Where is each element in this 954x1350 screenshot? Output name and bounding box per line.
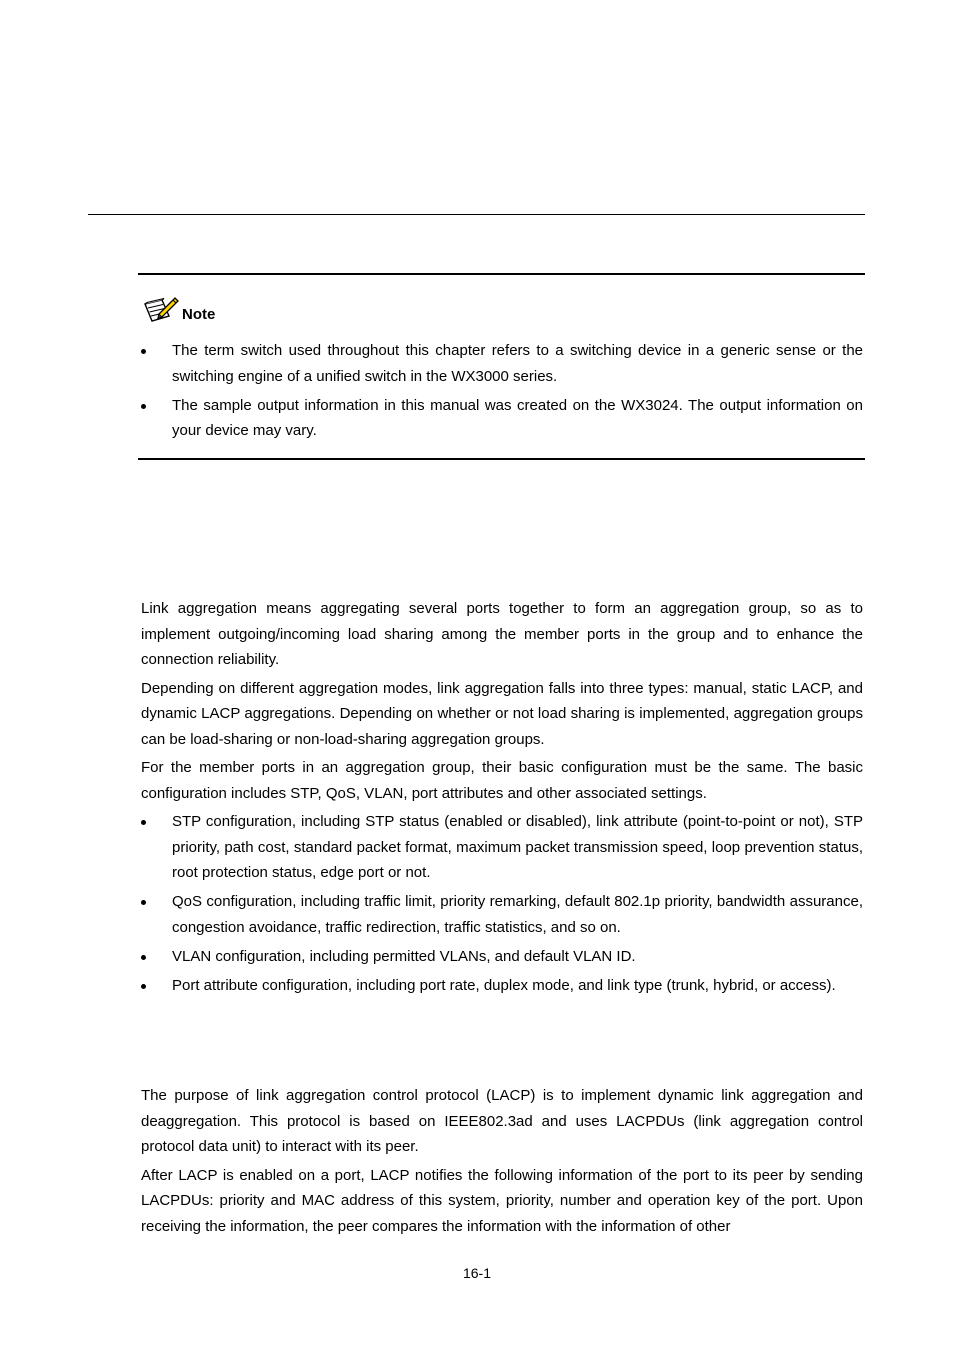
note-item: The sample output information in this manual was created on the WX3024. The output information on your device may vary. [138, 393, 863, 444]
lacp-section [141, 1083, 863, 1242]
note-list [138, 338, 863, 447]
note-label: Note [182, 306, 216, 323]
body-paragraph: For the member ports in an aggregation group, their basic configuration must be the same. The basic configuration includes STP, QoS, VLAN, port attributes and other associated settings. [141, 759, 863, 802]
list-item: VLAN configuration, including permitted VLANs, and default VLAN ID. [138, 944, 863, 970]
config-list [138, 809, 863, 998]
page-number: 16-1 [462, 1265, 492, 1281]
list-item: QoS configuration, including traffic limit, priority remarking, default 802.1p priority, bandwidth assurance, congestion avoidance, traffic redirection, traffic statistics, and so on. [138, 889, 863, 940]
list-item: Port attribute configuration, including port rate, duplex mode, and link type (trunk, hybrid, or access). [138, 973, 863, 999]
body-paragraph: The purpose of link aggregation control protocol (LACP) is to implement dynamic link aggregation and deaggregation. This protocol is based on IEEE802.3ad and uses LACPDUs (link aggregation control protocol data unit) to interact with its peer. [141, 1087, 863, 1155]
note-header [142, 294, 215, 326]
body-paragraph: Link aggregation means aggregating several ports together to form an aggregation group, so as to implement outgoing/incoming load sharing among the member ports in the group and to enhance the connection reliability. [141, 600, 863, 668]
note-box [138, 273, 865, 460]
overview-section [141, 596, 863, 1002]
header-rule [88, 214, 865, 215]
body-paragraph: Depending on different aggregation modes, link aggregation falls into three types: manual, static LACP, and dynamic LACP aggregations. Depending on whether or not load sharing is implemented, aggregation groups can be load-sharing or non-load-sharing aggregation groups. [141, 679, 863, 748]
note-item: The term switch used throughout this chapter refers to a switching device in a generic sense or the switching engine of a unified switch in the WX3000 series. [138, 338, 863, 389]
body-paragraph: After LACP is enabled on a port, LACP notifies the following information of the port to its peer by sending LACPDUs: priority and MAC address of this system, priority, number and operation key of the port. Upon receiving the information, the peer compares the information with the information of other [141, 1166, 863, 1235]
list-item: STP configuration, including STP status (enabled or disabled), link attribute (point-to-point or not), STP priority, path cost, standard packet format, maximum packet transmission speed, loop prevention status, root protection status, edge port or not. [138, 809, 863, 886]
note-pencil-icon [142, 294, 180, 326]
